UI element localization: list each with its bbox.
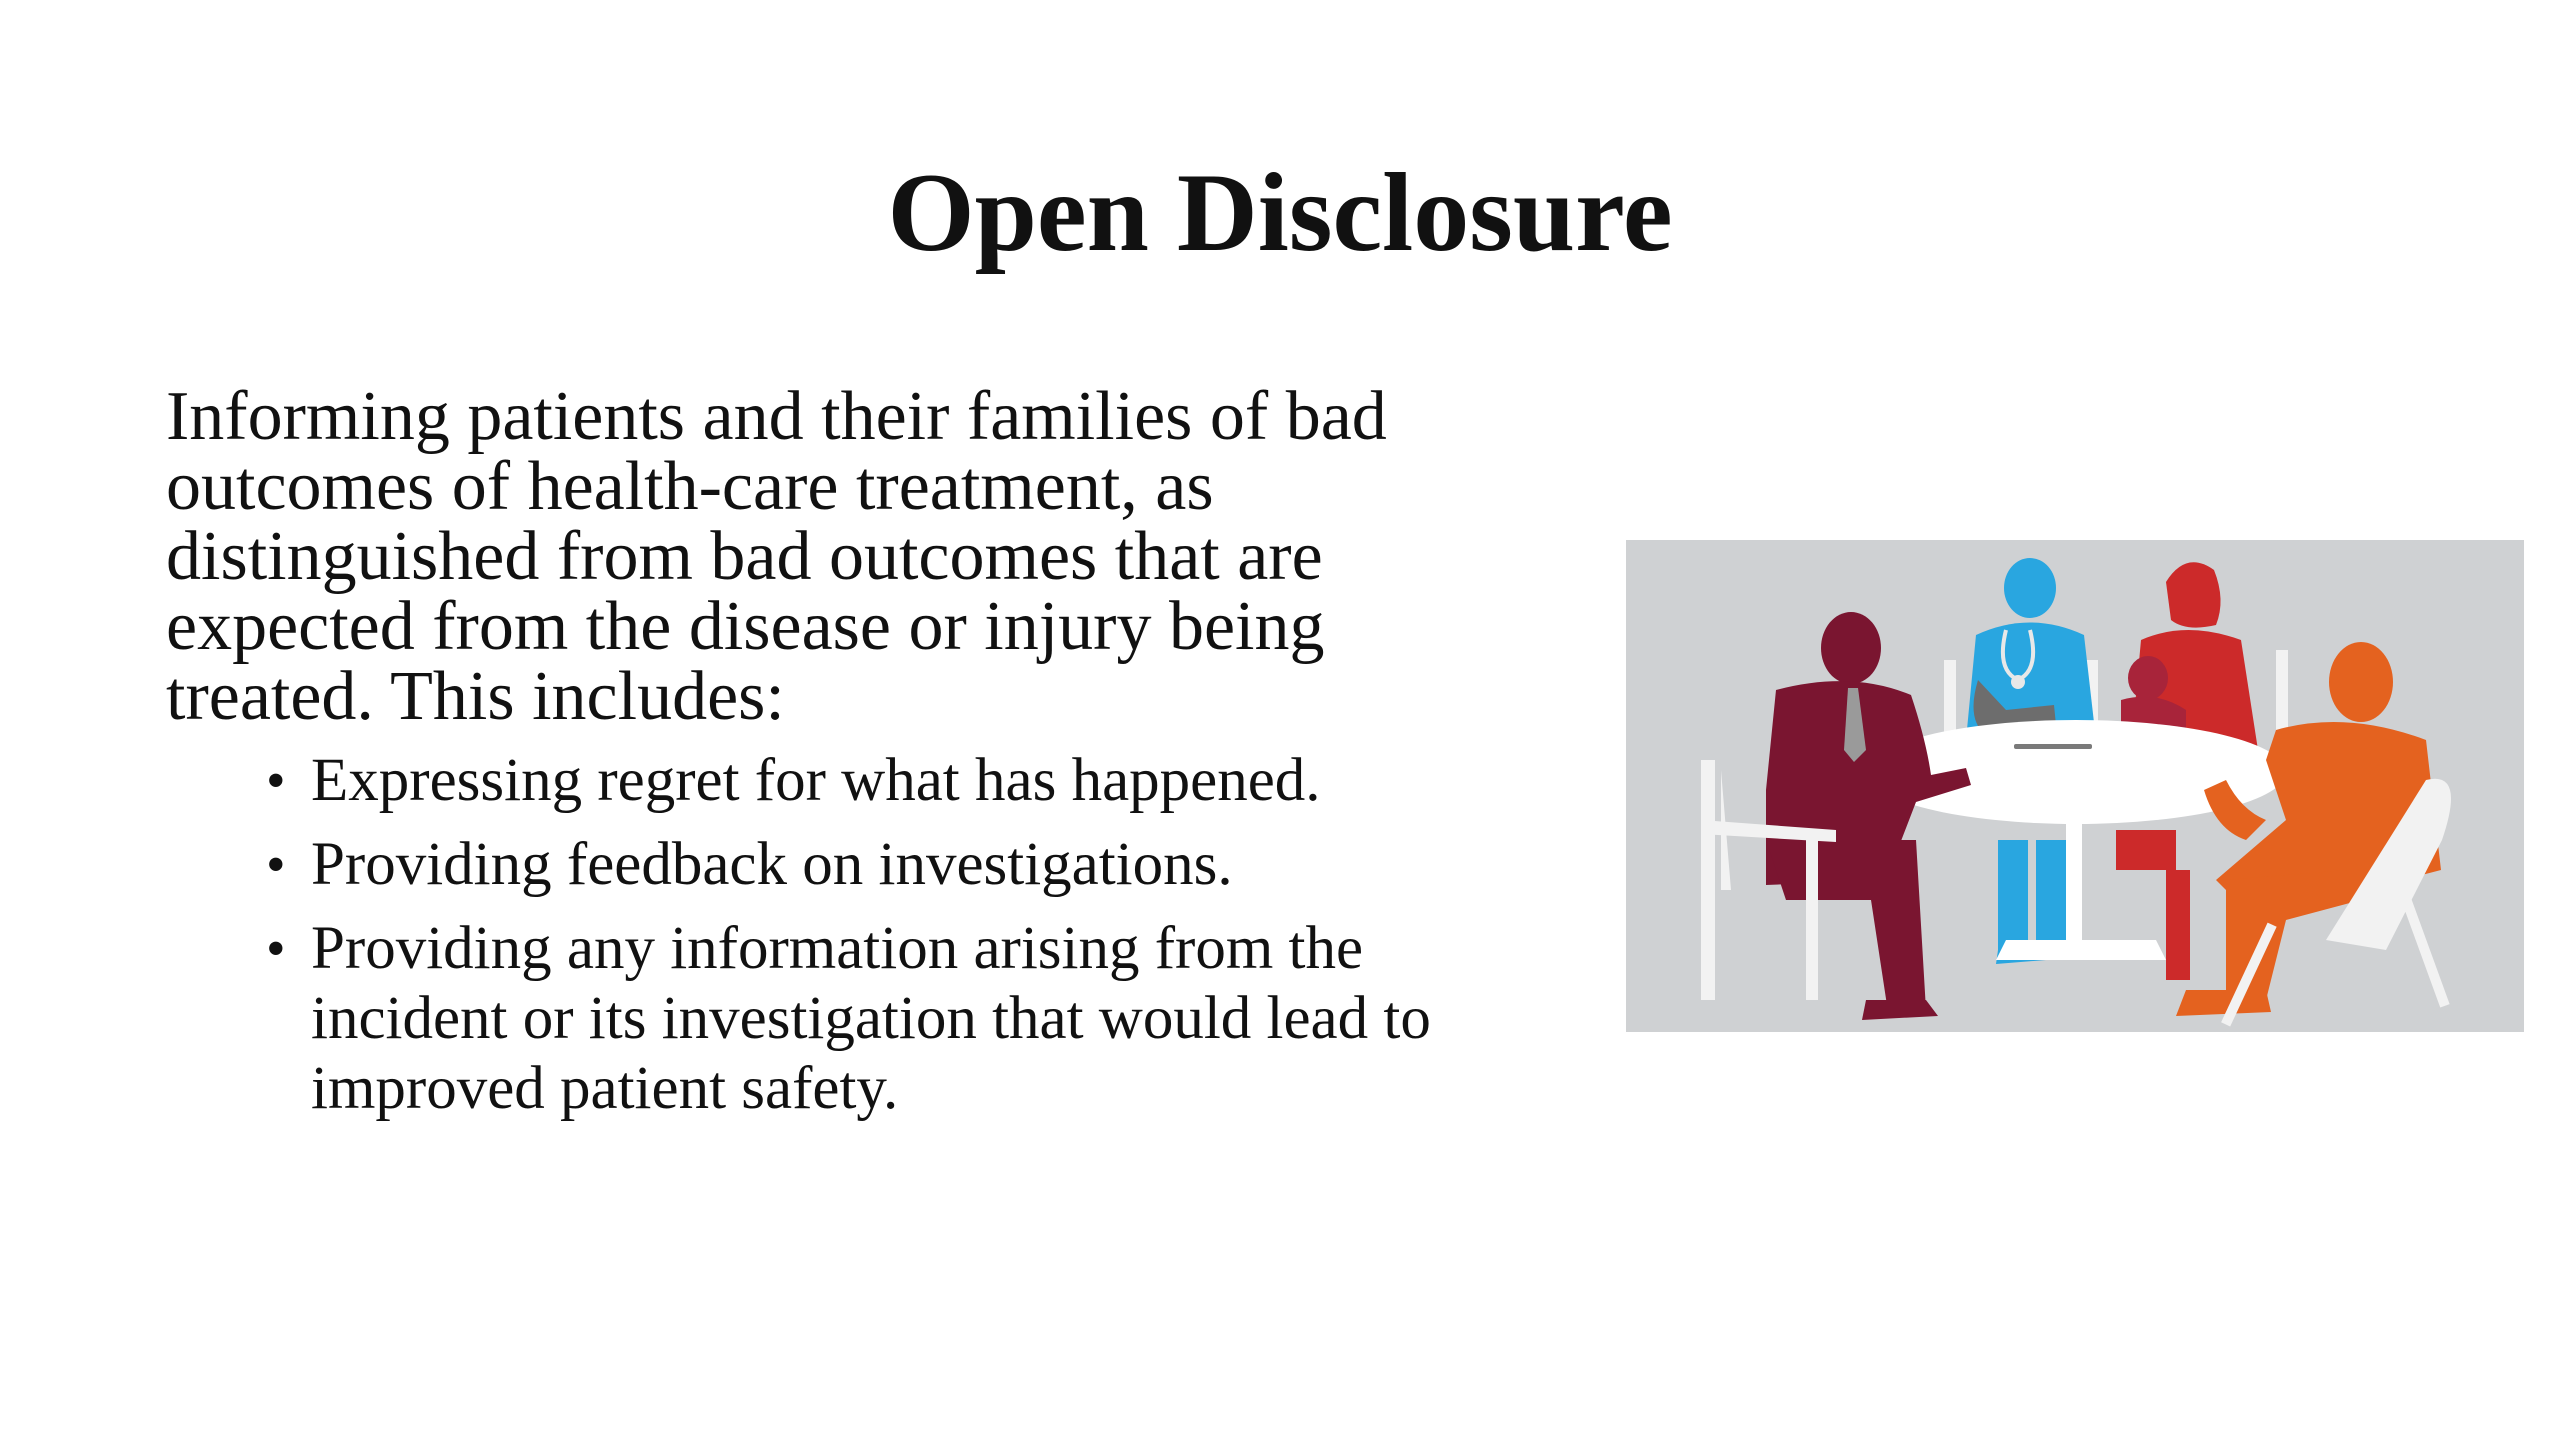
bullet-item (166, 914, 1526, 1124)
bullet-item (166, 830, 1526, 900)
intro-paragraph: Informing patients and their families of bad outcomes of health-care treatment, as distinguished from bad outcomes that are expected from the disease or injury being treated. This includes: (166, 378, 1387, 735)
bullet-dot: • (266, 918, 286, 980)
slide-title: Open Disclosure (887, 151, 1673, 275)
bullet-text: Expressing regret for what has happened. (311, 747, 1321, 814)
slide-body (166, 378, 1526, 1138)
bullet-list (166, 746, 1526, 1124)
meeting-illustration-icon (1626, 540, 2524, 1032)
bullet-text: Providing any information arising from the incident or its investigation that would lead to improved patient safety. (311, 915, 1431, 1122)
bullet-text: Providing feedback on investigations. (311, 831, 1233, 898)
pen-icon (2014, 744, 2092, 749)
bullet-dot: • (266, 750, 286, 812)
bullet-dot: • (266, 834, 286, 896)
bullet-item (166, 746, 1526, 816)
stethoscope-head (2011, 675, 2025, 689)
meeting-illustration (1626, 540, 2524, 1032)
